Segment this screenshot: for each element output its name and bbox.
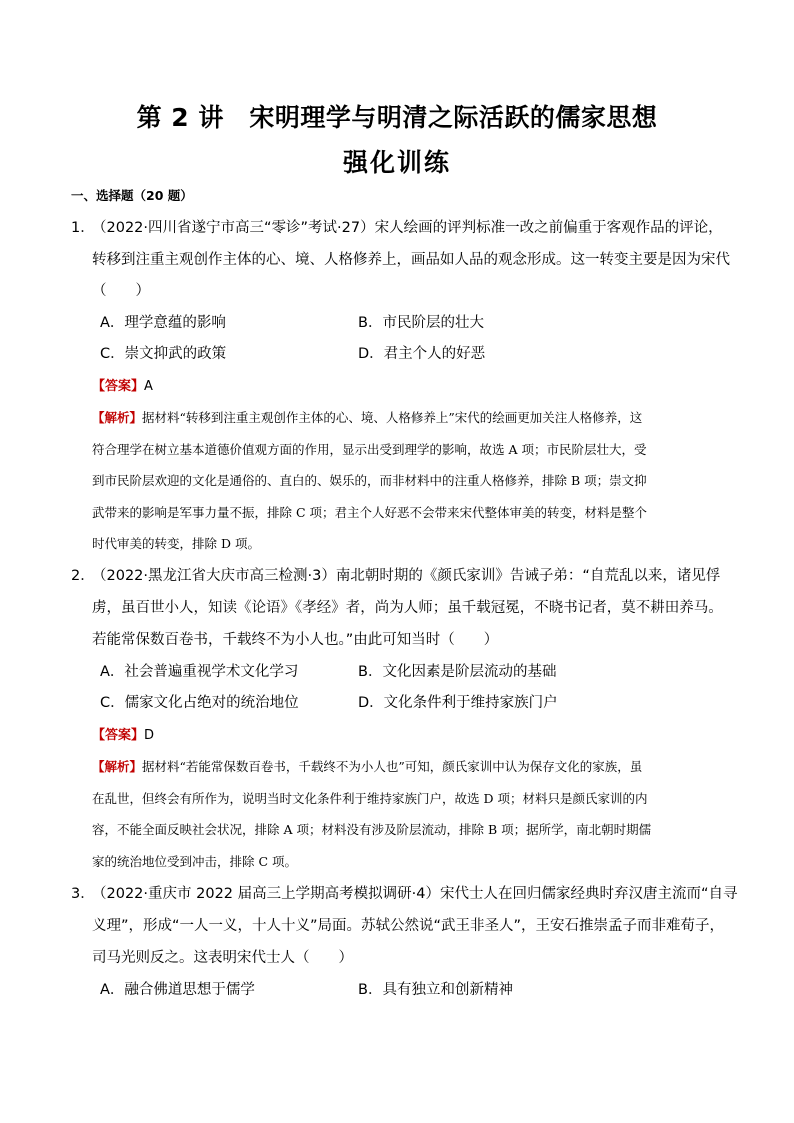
page-subtitle: 强化训练 [342,148,451,177]
question-text-line: （2022·重庆市 2022 届高三上学期高考模拟调研·4）宋代士人在回归儒家经典时弃汉唐主流而“自寻 [92,886,738,902]
analysis-text: 据材料“若能常保数百卷书，千载终不为小人也”可知，颜氏家训中认为保存文化的家族，虽 [142,759,643,774]
option-d: D．君主个人的好恶 [358,346,486,362]
answer-value: D [144,728,155,743]
answer-line [92,727,154,745]
question-text-line: 义理”，形成“一人一义，十人十义”局面。苏轼公然说“武王非圣人”，王安石推崇孟子而非难荀子， [92,918,725,934]
question-text-line: （2022·四川省遂宁市高三“零诊”考试·27）宋人绘画的评判标准一改之前偏重于客观作品的评论， [92,220,723,236]
question-text-line: 转移到注重主观创作主体的心、境、人格修养上，画品如人品的观念形成。这一转变主要是因为宋代 [92,252,730,268]
question-text-line: （ ） [92,283,150,299]
question-number: 1． [71,220,95,236]
analysis-line: 符合理学在树立基本道德价值观方面的作用，显示出受到理学的影响，故选 A 项；市民阶层壮大，受 [92,442,647,457]
option-a: A．理学意蕴的影响 [100,315,226,331]
question-number: 3． [71,886,95,902]
analysis-line [92,409,732,427]
analysis-label: 【解析】 [92,759,143,774]
option-c: C．崇文抑武的政策 [100,346,227,362]
analysis-line: 在乱世，但终会有所作为，说明当时文化条件利于维持家族门户，故选 D 项；材料只是颜氏家训的内 [92,791,648,806]
question-text-line: 若能常保数百卷书，千载终不为小人也。”由此可知当时（ ） [92,632,499,648]
analysis-line: 时代审美的转变，排除 D 项。 [92,536,260,551]
analysis-text: 据材料“转移到注重主观创作主体的心、境、人格修养上”宋代的绘画更加关注人格修养，这 [142,410,643,425]
option-c: C．儒家文化占绝对的统治地位 [100,695,299,711]
analysis-line: 到市民阶层欢迎的文化是通俗的、直白的、娱乐的，而非材料中的注重人格修养，排除 B 项；崇文抑 [92,473,647,488]
option-a: A．社会普遍重视学术文化学习 [100,664,299,680]
option-d: D．文化条件利于维持家族门户 [358,695,558,711]
option-a: A．融合佛道思想于儒学 [100,982,255,998]
page-title: 第 2 讲 宋明理学与明清之际活跃的儒家思想 [136,103,658,132]
answer-label: 【答案】 [92,379,145,394]
section-heading: 一、选择题（20 题） [71,188,193,203]
option-b: B．市民阶层的壮大 [358,315,484,331]
analysis-line: 武带来的影响是军事力量不振，排除 C 项；君主个人好恶不会带来宋代整体审美的转变，材料是整个 [92,505,648,520]
answer-value: A [144,379,153,394]
answer-label: 【答案】 [92,728,145,743]
analysis-line: 家的统治地位受到冲击，排除 C 项。 [92,854,298,869]
question-text-line: 司马光则反之。这表明宋代士人（ ） [92,950,353,966]
analysis-line [92,758,732,776]
question-text-line: （2022·黑龙江省大庆市高三检测·3）南北朝时期的《颜氏家训》告诫子弟：“自荒乱以来，诸见俘 [92,568,721,584]
option-b: B．具有独立和创新精神 [358,982,513,998]
answer-line [92,378,153,396]
analysis-label: 【解析】 [92,410,143,425]
analysis-line: 容，不能全面反映社会状况，排除 A 项；材料没有涉及阶层流动，排除 B 项；据所学，南北朝时期儒 [92,822,652,837]
question-number: 2． [71,568,95,584]
question-text-line: 虏，虽百世小人，知读《论语》《孝经》者，尚为人师；虽千载冠冕，不晓书记者，莫不耕田养马。 [92,600,723,616]
option-b: B．文化因素是阶层流动的基础 [358,664,557,680]
